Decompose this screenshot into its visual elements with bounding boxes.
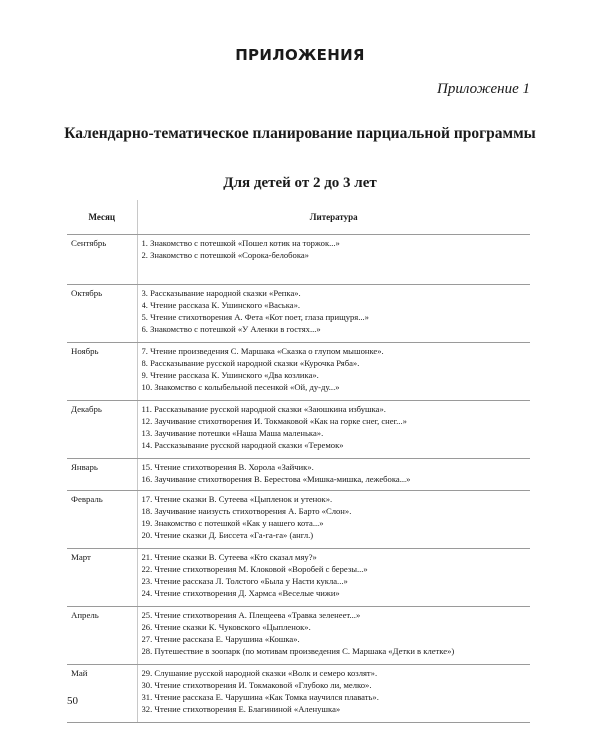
literature-item: 32. Чтение стихотворения Е. Благининой «Аленушка» [141, 704, 341, 715]
literature-item: 24. Чтение стихотворения Д. Хармса «Веселые чижи» [141, 588, 340, 599]
age-group-subtitle: Для детей от 2 до 3 лет [223, 175, 377, 191]
literature-item: 14. Рассказывание русской народной сказки «Теремок» [141, 440, 344, 451]
table-body [67, 235, 530, 723]
literature-item: 18. Заучивание наизусть стихотворения А. Барто «Слон». [141, 506, 352, 517]
table-row [67, 343, 530, 401]
page-heading: ПРИЛОЖЕНИЯ [235, 46, 365, 64]
literature-cell [137, 401, 530, 459]
page-number: 50 [67, 695, 78, 707]
document-title: Календарно-тематическое планирование парциальной программы [64, 125, 536, 142]
month-cell: Январь [67, 459, 137, 491]
literature-cell [137, 607, 530, 665]
literature-item: 8. Рассказывание русской народной сказки «Курочка Ряба». [141, 358, 360, 369]
month-cell: Сентябрь [67, 235, 137, 285]
literature-item: 15. Чтение стихотворения В. Хорола «Зайчик». [141, 462, 314, 472]
month-cell: Ноябрь [67, 343, 137, 401]
column-header-month: Месяц [67, 200, 137, 235]
literature-item: 17. Чтение сказки В. Сутеева «Цыпленок и утенок». [141, 494, 333, 504]
literature-item: 4. Чтение рассказа К. Ушинского «Васька». [141, 300, 301, 311]
table-header-row [67, 200, 530, 235]
literature-cell [137, 235, 530, 285]
literature-item: 26. Чтение сказки К. Чуковского «Цыпленок». [141, 622, 311, 633]
literature-item: 29. Слушание русской народной сказки «Волк и семеро козлят». [141, 668, 378, 678]
literature-item: 28. Путешествие в зоопарк (по мотивам произведения С. Маршака «Детки в клетке») [141, 646, 455, 657]
literature-cell [137, 343, 530, 401]
literature-item: 2. Знакомство с потешкой «Сорока-белобока» [141, 250, 309, 261]
literature-item: 9. Чтение рассказа К. Ушинского «Два козлика». [141, 370, 319, 381]
literature-item: 25. Чтение стихотворения А. Плещеева «Травка зеленеет...» [141, 610, 361, 620]
literature-item: 13. Заучивание потешки «Наша Маша маленька». [141, 428, 324, 439]
literature-cell [137, 459, 530, 491]
literature-item: 23. Чтение рассказа Л. Толстого «Была у Насти кукла...» [141, 576, 348, 587]
literature-item: 19. Знакомство с потешкой «Как у нашего кота...» [141, 518, 324, 529]
month-cell: Май [67, 665, 137, 723]
literature-item: 12. Заучивание стихотворения И. Токмаковой «Как на горке снег, снег...» [141, 416, 407, 427]
table-row [67, 459, 530, 491]
table-row [67, 235, 530, 285]
appendix-label: Приложение 1 [437, 81, 530, 97]
column-header-literature: Литература [137, 200, 530, 235]
literature-item: 3. Рассказывание народной сказки «Репка». [141, 288, 301, 298]
literature-item: 30. Чтение стихотворения И. Токмаковой «Глубоко ли, мелко». [141, 680, 372, 691]
month-cell: Март [67, 549, 137, 607]
literature-cell [137, 285, 530, 343]
table-row [67, 491, 530, 549]
literature-item: 31. Чтение рассказа Е. Чарушина «Как Томка научился плавать». [141, 692, 379, 703]
planning-table [67, 200, 530, 723]
literature-item: 22. Чтение стихотворения М. Клоковой «Воробей с березы...» [141, 564, 368, 575]
literature-item: 6. Знакомство с потешкой «У Аленки в гостях...» [141, 324, 321, 335]
month-cell: Октябрь [67, 285, 137, 343]
table-row [67, 285, 530, 343]
table-row [67, 607, 530, 665]
literature-cell [137, 665, 530, 723]
literature-cell [137, 491, 530, 549]
literature-item: 10. Знакомство с колыбельной песенкой «Ой, ду-ду...» [141, 382, 340, 393]
literature-item: 16. Заучивание стихотворения В. Берестова «Мишка-мишка, лежебока...» [141, 474, 411, 485]
literature-item: 5. Чтение стихотворения А. Фета «Кот поет, глаза прищуря...» [141, 312, 369, 323]
literature-item: 21. Чтение сказки В. Сутеева «Кто сказал мяу?» [141, 552, 317, 562]
table-row [67, 549, 530, 607]
literature-cell [137, 549, 530, 607]
month-cell: Февраль [67, 491, 137, 549]
table-row [67, 665, 530, 723]
month-cell: Декабрь [67, 401, 137, 459]
literature-item: 20. Чтение сказки Д. Биссета «Га-га-га» (англ.) [141, 530, 314, 541]
table-row [67, 401, 530, 459]
literature-item: 27. Чтение рассказа Е. Чарушина «Кошка». [141, 634, 300, 645]
literature-item: 11. Рассказывание русской народной сказки «Заюшкина избушка». [141, 404, 386, 414]
literature-item: 1. Знакомство с потешкой «Пошел котик на торжок...» [141, 238, 340, 248]
month-cell: Апрель [67, 607, 137, 665]
literature-item: 7. Чтение произведения С. Маршака «Сказка о глупом мышонке». [141, 346, 384, 356]
